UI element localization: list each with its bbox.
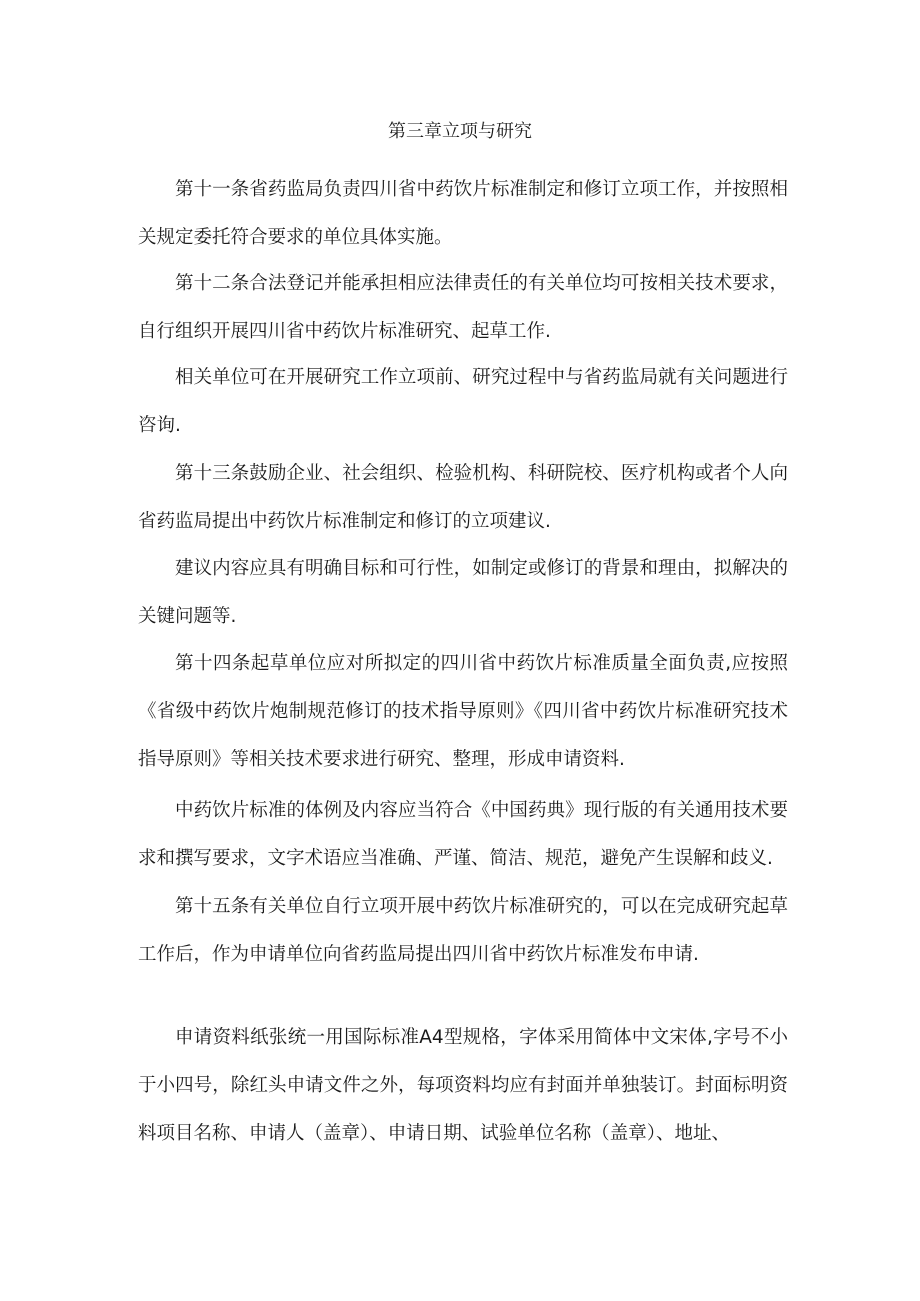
paragraph-article-15: 第十五条有关单位自行立项开展中药饮片标准研究的，可以在完成研究起草工作后，作为申请单位向省药监局提出四川省中药饮片标准发布申请. bbox=[138, 896, 788, 965]
paragraph-article-14: 第十四条起草单位应对所拟定的四川省中药饮片标准质量全面负责,应按照《省级中药饮片炮制规范修订的技术指导原则》《四川省中药饮片标准研究技术指导原则》等相关技术要求进行研究、整理，形成申请资料. bbox=[138, 653, 788, 770]
paragraph-article-13: 第十三条鼓励企业、社会组织、检验机构、科研院校、医疗机构或者个人向省药监局提出中药饮片标准制定和修订的立项建议. bbox=[138, 463, 788, 532]
paragraph-application-materials: 申请资料纸张统一用国际标准A4型规格，字体采用简体中文宋体,字号不小于小四号，除红头申请文件之外，每项资料均应有封面并单独装订。封面标明资料项目名称、申请人（盖章）、申请日期、试验单位名称（盖章）、地址、 bbox=[138, 1027, 788, 1144]
paragraph-standard-format: 中药饮片标准的体例及内容应当符合《中国药典》现行版的有关通用技术要求和撰写要求，文字术语应当准确、严谨、简洁、规范，避免产生误解和歧义. bbox=[138, 800, 788, 869]
chapter-title: 第三章立项与研究 bbox=[388, 121, 532, 142]
paragraph-suggestion-content: 建议内容应具有明确目标和可行性，如制定或修订的背景和理由，拟解决的关键问题等. bbox=[138, 558, 788, 627]
paragraph-article-11: 第十一条省药监局负责四川省中药饮片标准制定和修订立项工作，并按照相关规定委托符合要求的单位具体实施。 bbox=[138, 179, 788, 248]
paragraph-consultation: 相关单位可在开展研究工作立项前、研究过程中与省药监局就有关问题进行咨询. bbox=[138, 367, 788, 436]
paragraph-article-12: 第十二条合法登记并能承担相应法律责任的有关单位均可按相关技术要求，自行组织开展四川省中药饮片标准研究、起草工作. bbox=[138, 273, 788, 342]
